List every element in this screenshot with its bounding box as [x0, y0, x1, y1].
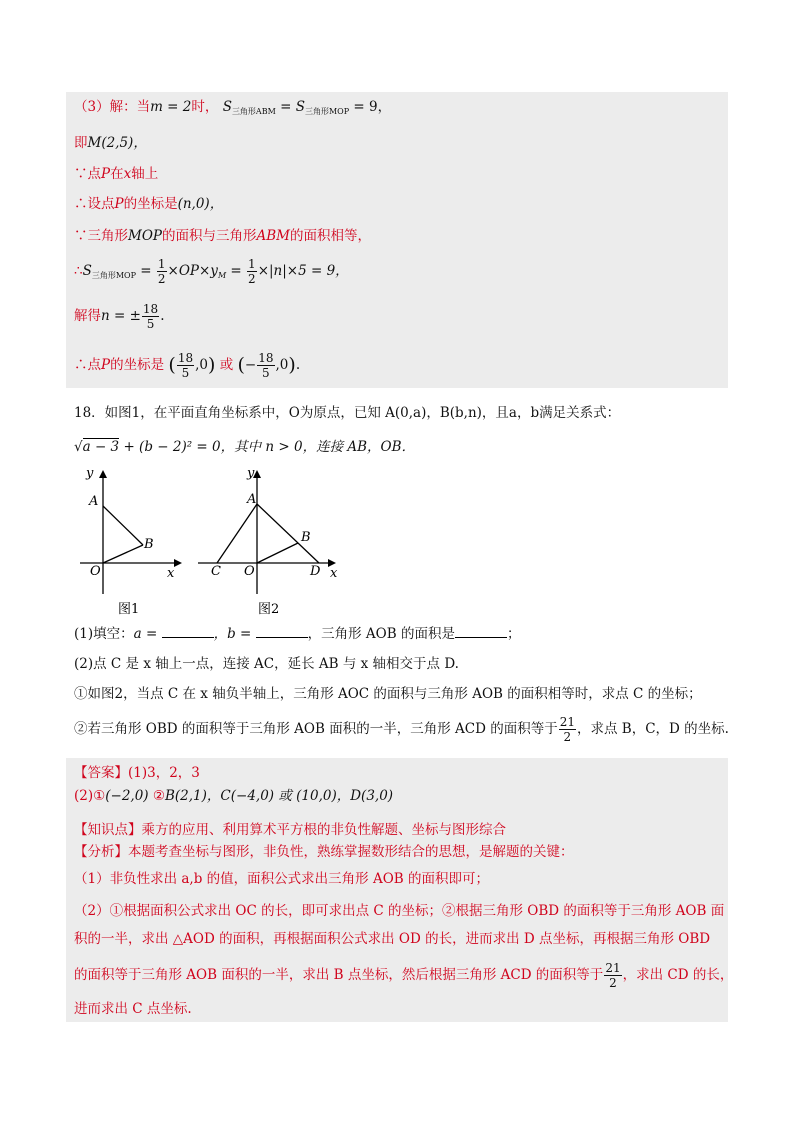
- answer-blank-b[interactable]: [256, 624, 308, 638]
- q18-part1: (1)填空：a = ，b = ，三角形 AOB 的面积是 ；: [74, 626, 521, 642]
- fig1-label-O: O: [90, 564, 101, 579]
- fig1-label-A: A: [89, 494, 99, 509]
- q18-stem-line-1: 18．如图1，在平面直角坐标系中，O为原点，已知 A(0,a)，B(b,n)，且a，b满足关系式：: [74, 405, 621, 421]
- answer-blank-area[interactable]: [455, 624, 507, 638]
- fraction-21-2-answer: $\frac{21}{2}$: [605, 961, 621, 990]
- q18-stem-line-2: √a − 3 + (b − 2)² = 0，其中 n > 0，连接 AB，OB．: [74, 439, 416, 455]
- part3-line-3: ∵点P在x轴上: [74, 166, 159, 182]
- fig1-label-B: B: [144, 537, 154, 552]
- q18-part2: (2)点 C 是 x 轴上一点，连接 AC，延长 AB 与 x 轴相交于点 D.: [74, 656, 459, 672]
- part3-line-1: （3）解：当m = 2时， $S_{三角形ABM} = S_{三角形MOP} = 9$，: [74, 99, 392, 116]
- part3-line-4: ∴设点P的坐标是(n,0)，: [74, 196, 224, 212]
- answer-line-4: 【分析】本题考查坐标与图形，非负性，熟练掌握数形结合的思想，是解题的关键：: [74, 844, 574, 860]
- answer-line-3: 【知识点】乘方的应用、利用算术平方根的非负性解题、坐标与图形综合: [74, 822, 506, 838]
- fig1-label-x: x: [167, 566, 175, 581]
- fraction-21-2: $\frac{21}{2}$: [559, 715, 575, 744]
- q18-part2-1: ①如图2，当点 C 在 x 轴负半轴上，三角形 AOC 的面积与三角形 AOB 的面积相等时，求点 C 的坐标；: [74, 686, 702, 702]
- part3-line-7: 解得n = ± $\frac{18}{5}$ .: [74, 302, 165, 331]
- part3-line-5: ∵三角形MOP的面积与三角形ABM的面积相等，: [74, 228, 371, 244]
- fraction-18-5: $\frac{18}{5}$: [142, 302, 159, 331]
- q18-part2-2: ②若三角形 OBD 的面积等于三角形 AOB 面积的一半，三角形 ACD 的面积等于 $\frac{21}{2}$ ，求点 B，C，D 的坐标.: [74, 715, 729, 744]
- fig2-label-C: C: [211, 564, 221, 579]
- part3-line-8: ∴点P的坐标是 ( $\frac{18}{5}$ ,0) 或 (− $\frac{18}{5}$ ,0).: [74, 351, 301, 380]
- fig2-label-O: O: [244, 564, 255, 579]
- fig2-label-B: B: [301, 530, 311, 545]
- fig1-caption: 图1: [118, 602, 140, 617]
- part3-line-2: 即M(2,5)，: [74, 135, 147, 151]
- fig2-label-D: D: [310, 564, 321, 579]
- fig2-caption: 图2: [258, 602, 280, 617]
- answer-line-5: （1）非负性求出 a,b 的值，面积公式求出三角形 AOB 的面积即可；: [74, 871, 489, 887]
- fig2-label-A: A: [247, 492, 257, 507]
- fraction-coord-1: $\frac{18}{5}$: [177, 351, 194, 380]
- fraction-coord-2: $\frac{18}{5}$: [258, 351, 274, 380]
- fig2-label-y: y: [247, 466, 255, 481]
- sqrt-symbol: √: [74, 439, 83, 455]
- answer-line-8: 的面积等于三角形 AOB 面积的一半，求出 B 点坐标，然后根据三角形 ACD 的面积等于 $\frac{21}{2}$ ，求出 CD 的长，: [74, 961, 734, 990]
- answer-line-2: (2)①(−2,0) ②B(2,1)，C(−4,0) 或 (10,0)，D(3,0): [74, 788, 394, 804]
- fig2-label-x: x: [330, 566, 338, 581]
- answer-line-6: （2）①根据面积公式求出 OC 的长，即可求出点 C 的坐标；②根据三角形 OBD 的面积等于三角形 AOB 面: [74, 903, 725, 919]
- answer-line-7: 积的一半，求出 △AOD 的面积，再根据面积公式求出 OD 的长，进而求出 D 点坐标，再根据三角形 OBD: [74, 931, 711, 947]
- answer-line-1: 【答案】(1)3，2，3: [74, 765, 200, 781]
- answer-line-9: 进而求出 C 点坐标.: [74, 1001, 192, 1017]
- part3-line-6: $\therefore S_{三角形MOP}$ = $\frac{1}{2}$ $\times OP\times y_M$ = $\frac{1}{2}$ ×|n|×5 = 9，: [74, 257, 349, 286]
- fraction-one-half-2: $\frac{1}{2}$: [248, 257, 256, 286]
- fraction-one-half: $\frac{1}{2}$: [157, 257, 166, 286]
- fig1-label-y: y: [86, 466, 94, 481]
- answer-blank-a[interactable]: [162, 624, 214, 638]
